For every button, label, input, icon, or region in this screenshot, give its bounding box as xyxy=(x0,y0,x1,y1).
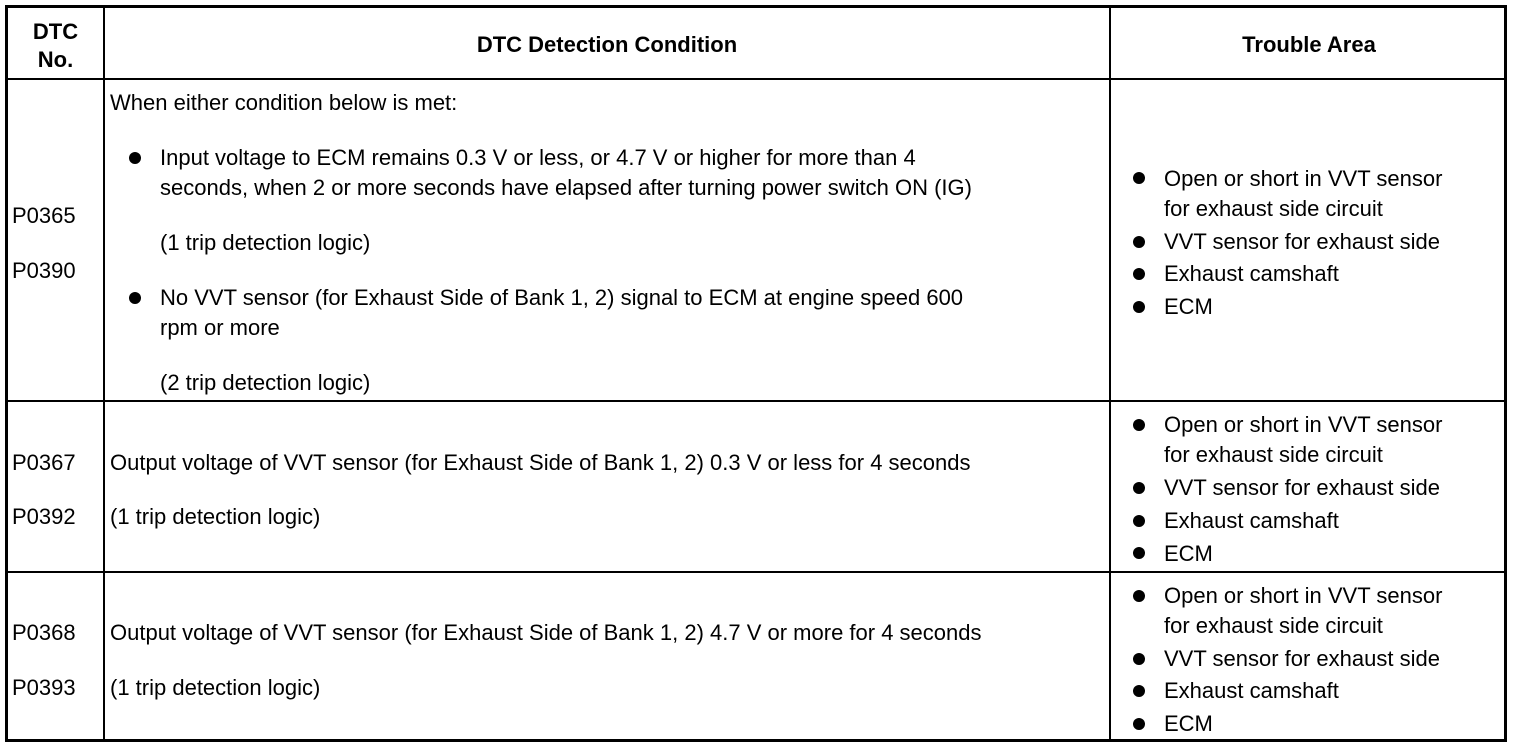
header-dtc-line1: DTC xyxy=(32,19,79,44)
bullet-icon xyxy=(1133,268,1145,280)
bullet-icon xyxy=(1133,172,1145,184)
trouble-area-item: Exhaust camshaft xyxy=(1164,678,1339,703)
condition-text: Input voltage to ECM remains 0.3 V or less, or 4.7 V or higher for more than 4 xyxy=(160,145,916,170)
column-divider xyxy=(1109,8,1111,739)
trouble-area-item: ECM xyxy=(1164,294,1213,319)
trouble-area-item: VVT sensor for exhaust side xyxy=(1164,475,1440,500)
trouble-area-item: for exhaust side circuit xyxy=(1164,442,1383,467)
bullet-icon xyxy=(1133,718,1145,730)
condition-text: seconds, when 2 or more seconds have elapsed after turning power switch ON (IG) xyxy=(160,175,972,200)
trouble-area-item: VVT sensor for exhaust side xyxy=(1164,229,1440,254)
bullet-icon xyxy=(129,152,141,164)
bullet-icon xyxy=(1133,547,1145,559)
trouble-area-item: for exhaust side circuit xyxy=(1164,613,1383,638)
trouble-area-item: Exhaust camshaft xyxy=(1164,261,1339,286)
condition-text: Output voltage of VVT sensor (for Exhaust Side of Bank 1, 2) 0.3 V or less for 4 seconds xyxy=(110,450,971,475)
trip-logic-note: (1 trip detection logic) xyxy=(110,504,321,529)
column-divider xyxy=(103,8,105,739)
trip-logic-note: (2 trip detection logic) xyxy=(160,370,371,395)
condition-text: Output voltage of VVT sensor (for Exhaust Side of Bank 1, 2) 4.7 V or more for 4 seconds xyxy=(110,620,982,645)
condition-intro: When either condition below is met: xyxy=(110,90,458,115)
dtc-code: P0368 xyxy=(12,620,76,645)
bullet-icon xyxy=(129,292,141,304)
bullet-icon xyxy=(1133,236,1145,248)
dtc-code: P0392 xyxy=(12,504,76,529)
bullet-icon xyxy=(1133,482,1145,494)
bullet-icon xyxy=(1133,685,1145,697)
trip-logic-note: (1 trip detection logic) xyxy=(160,230,371,255)
trouble-area-item: ECM xyxy=(1164,711,1213,736)
trouble-area-item: VVT sensor for exhaust side xyxy=(1164,646,1440,671)
trip-logic-note: (1 trip detection logic) xyxy=(110,675,321,700)
header-dtc-line2: No. xyxy=(37,47,74,72)
bullet-icon xyxy=(1133,590,1145,602)
condition-text: rpm or more xyxy=(160,315,280,340)
bullet-icon xyxy=(1133,515,1145,527)
trouble-area-item: Open or short in VVT sensor xyxy=(1164,412,1443,437)
trouble-area-item: Open or short in VVT sensor xyxy=(1164,583,1443,608)
dtc-code: P0365 xyxy=(12,203,76,228)
row-divider xyxy=(8,400,1504,402)
trouble-area-item: ECM xyxy=(1164,541,1213,566)
bullet-icon xyxy=(1133,653,1145,665)
header-dtc-no xyxy=(8,18,103,74)
trouble-area-item: Exhaust camshaft xyxy=(1164,508,1339,533)
dtc-code: P0367 xyxy=(12,450,76,475)
trouble-area-item: for exhaust side circuit xyxy=(1164,196,1383,221)
header-trouble-area: Trouble Area xyxy=(1242,32,1376,57)
trouble-area-item: Open or short in VVT sensor xyxy=(1164,166,1443,191)
dtc-table xyxy=(5,5,1507,742)
condition-text: No VVT sensor (for Exhaust Side of Bank 1, 2) signal to ECM at engine speed 600 xyxy=(160,285,964,310)
row-divider xyxy=(8,78,1504,80)
bullet-icon xyxy=(1133,419,1145,431)
header-condition: DTC Detection Condition xyxy=(476,32,738,57)
dtc-code: P0390 xyxy=(12,258,76,283)
bullet-icon xyxy=(1133,301,1145,313)
row-divider xyxy=(8,571,1504,573)
dtc-code: P0393 xyxy=(12,675,76,700)
